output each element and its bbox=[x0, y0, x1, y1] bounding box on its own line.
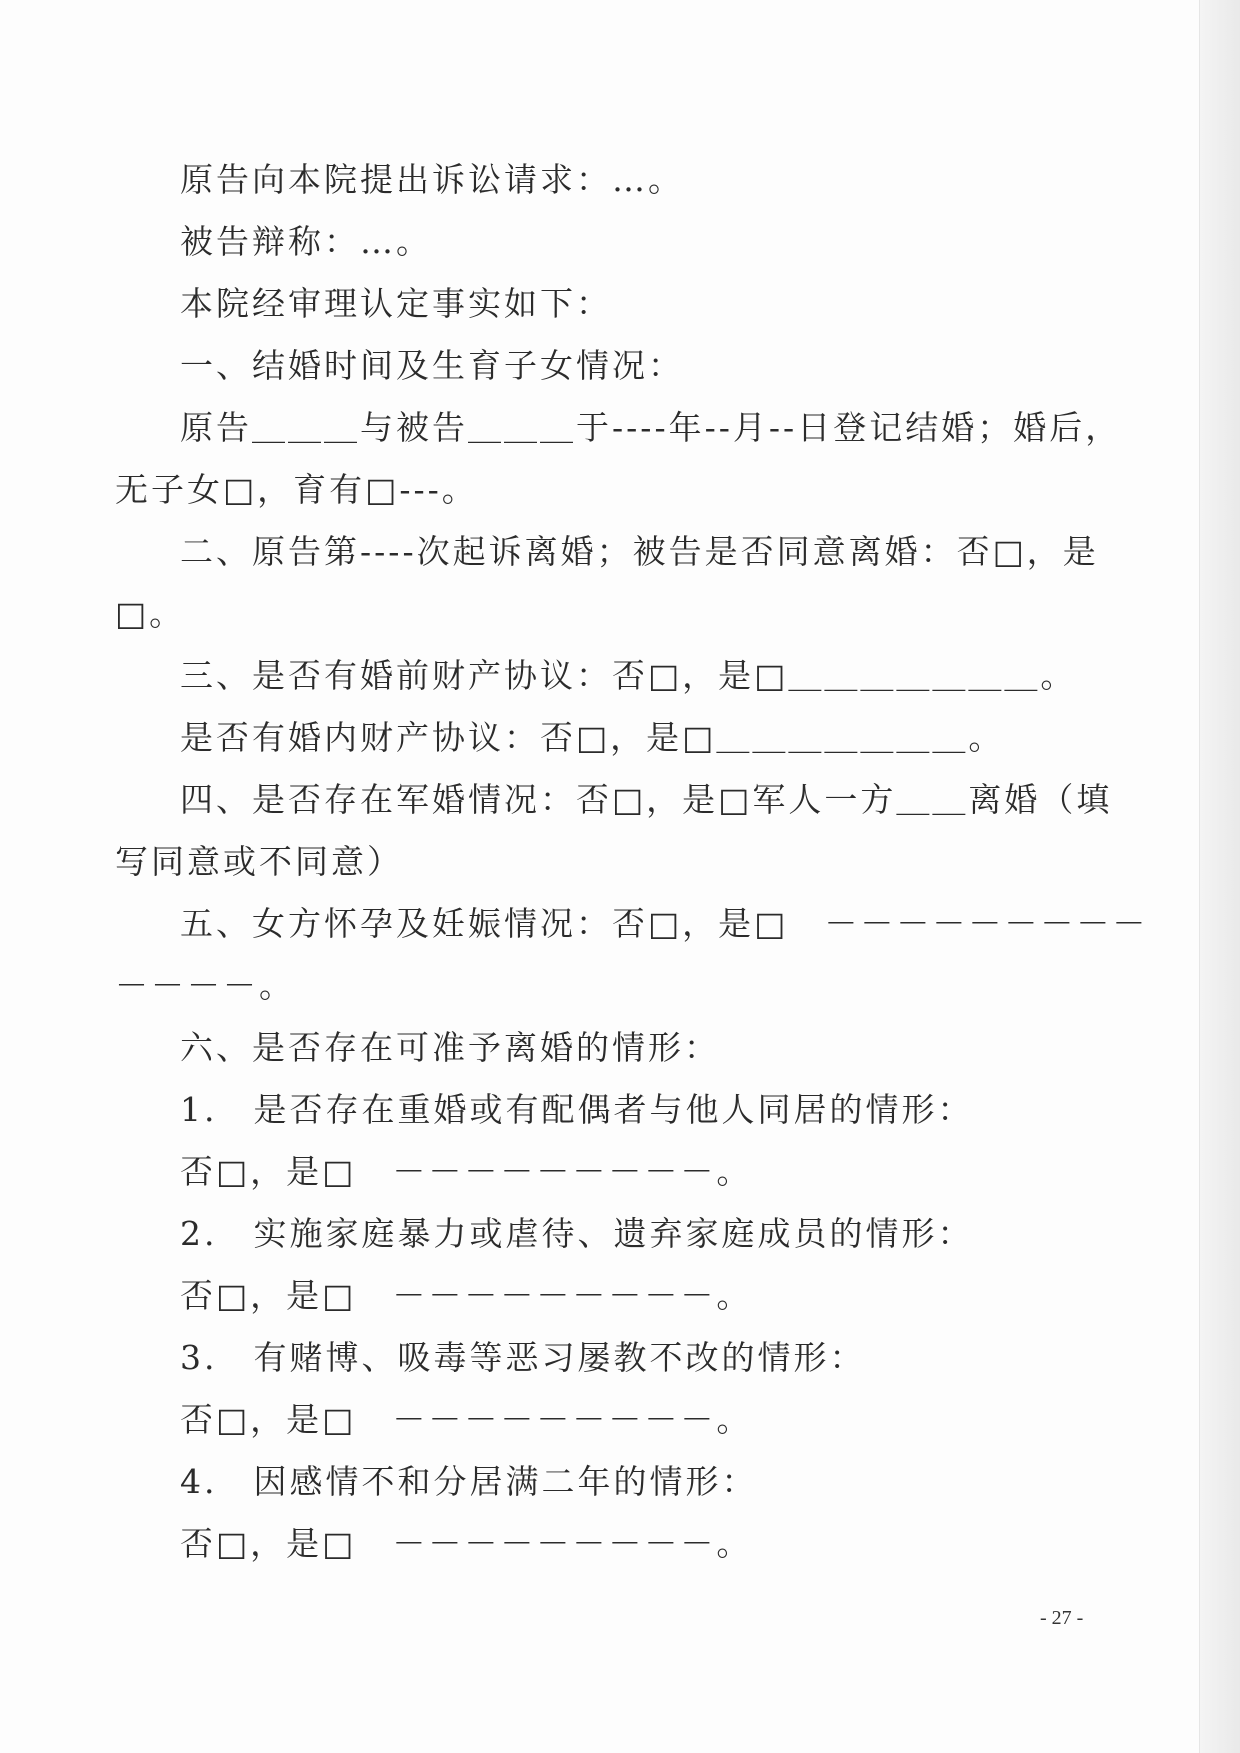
page-edge-shadow bbox=[1199, 0, 1240, 1753]
text-line: 被告辩称：…。 bbox=[180, 222, 432, 261]
text-line: 无子女□，育有□---。 bbox=[115, 470, 478, 509]
text-line: 写同意或不同意） bbox=[115, 842, 403, 881]
page-number: - 27 - bbox=[1040, 1607, 1084, 1629]
list-item: 1. 是否存在重婚或有配偶者与他人同居的情形： bbox=[180, 1090, 974, 1129]
text-line: □。 bbox=[115, 594, 186, 633]
text-line: 否□，是□ －－－－－－－－－。 bbox=[180, 1152, 753, 1191]
text-line: 原告＿＿＿与被告＿＿＿于----年--月--日登记结婚；婚后， bbox=[180, 408, 1122, 447]
text-line: 本院经审理认定事实如下： bbox=[180, 284, 612, 323]
text-line: 否□，是□ －－－－－－－－－。 bbox=[180, 1524, 753, 1563]
list-item: 3. 有赌博、吸毒等恶习屡教不改的情形： bbox=[180, 1338, 866, 1377]
section-heading: 四、是否存在军婚情况：否□，是□军人一方＿＿离婚（填 bbox=[180, 780, 1113, 819]
text-line: 否□，是□ －－－－－－－－－。 bbox=[180, 1276, 753, 1315]
text-line: －－－－。 bbox=[115, 966, 295, 1005]
section-heading: 三、是否有婚前财产协议：否□，是□＿＿＿＿＿＿＿。 bbox=[180, 656, 1077, 695]
section-heading: 五、女方怀孕及妊娠情况：否□，是□ －－－－－－－－－ bbox=[180, 904, 1149, 943]
section-heading: 二、原告第----次起诉离婚；被告是否同意离婚：否□，是 bbox=[180, 532, 1099, 571]
list-item: 4. 因感情不和分居满二年的情形： bbox=[180, 1462, 758, 1501]
text-line: 是否有婚内财产协议：否□，是□＿＿＿＿＿＿＿。 bbox=[180, 718, 1005, 757]
section-heading: 六、是否存在可准予离婚的情形： bbox=[180, 1028, 720, 1067]
section-heading: 一、结婚时间及生育子女情况： bbox=[180, 346, 684, 385]
list-item: 2. 实施家庭暴力或虐待、遗弃家庭成员的情形： bbox=[180, 1214, 974, 1253]
text-line: 否□，是□ －－－－－－－－－。 bbox=[180, 1400, 753, 1439]
text-line: 原告向本院提出诉讼请求：…。 bbox=[180, 160, 684, 199]
